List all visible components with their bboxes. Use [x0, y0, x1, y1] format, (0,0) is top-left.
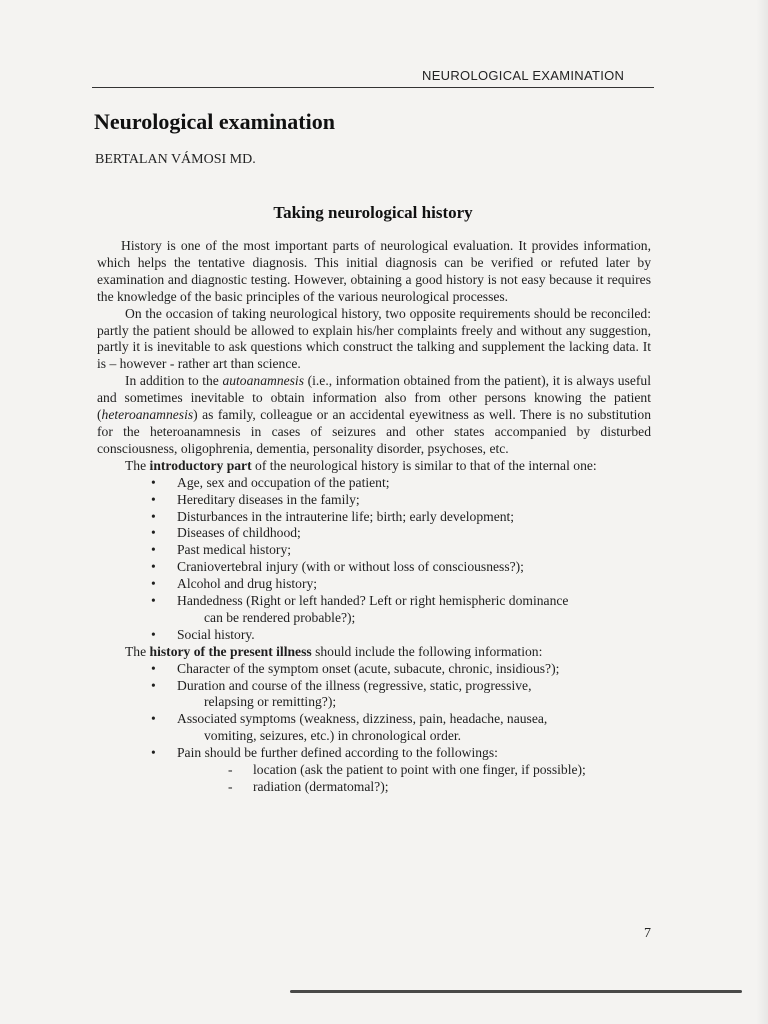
list-item — [151, 542, 651, 559]
list-item-text: Alcohol and drug history; — [177, 576, 318, 592]
list-item-text: Character of the symptom onset (acute, subacute, chronic, insidious?); — [177, 660, 560, 676]
text-run: In addition to the — [125, 373, 223, 389]
bullet-mark: • — [151, 745, 156, 761]
paragraph-autoanamnesis — [97, 373, 651, 458]
list-item-text: Handedness (Right or left handed? Left or right hemispheric dominance — [177, 593, 569, 609]
bullet-mark: • — [151, 576, 156, 592]
text-run: of the neurological history is similar to that of the internal one: — [251, 457, 597, 473]
list-item-text: Craniovertebral injury (with or without loss of consciousness?); — [177, 559, 524, 575]
bullet-mark: • — [151, 525, 156, 541]
list-item — [151, 475, 651, 492]
bullet-mark: • — [151, 474, 156, 490]
text-run: The — [125, 457, 150, 473]
author-name: BERTALAN VÁMOSI MD. — [95, 152, 256, 167]
running-header: NEUROLOGICAL EXAMINATION — [422, 68, 625, 83]
list-item-text: Social history. — [177, 626, 255, 642]
present-illness-list — [97, 661, 651, 762]
list-item-associated-symptoms — [151, 711, 651, 745]
list-item-onset — [151, 661, 651, 678]
bullet-mark: • — [151, 491, 156, 507]
list-item-pain — [151, 745, 651, 762]
list-item — [151, 492, 651, 509]
list-item-text: Past medical history; — [177, 542, 292, 558]
list-item-handedness — [151, 593, 651, 627]
text-run: (i.e., information obtained from the patient), it is always useful and sometimes inevitable to obtain information also from other persons knowing the patient ( — [97, 373, 651, 423]
list-item-location — [228, 762, 651, 779]
list-item-continuation: can be rendered probable?); — [204, 609, 356, 625]
list-item-text: Age, sex and occupation of the patient; — [177, 474, 390, 490]
introductory-list — [97, 475, 651, 644]
list-item — [151, 576, 651, 593]
dash-mark: - — [228, 762, 233, 778]
list-item — [151, 559, 651, 576]
bullet-mark: • — [151, 593, 156, 609]
bullet-mark: • — [151, 711, 156, 727]
bottom-rule — [290, 990, 742, 993]
term-present-illness: history of the present illness — [149, 643, 312, 659]
list-item-duration — [151, 678, 651, 712]
list-item-continuation: vomiting, seizures, etc.) in chronological order. — [204, 728, 462, 744]
list-item-text: radiation (dermatomal?); — [253, 779, 389, 794]
text-run: The — [125, 643, 150, 659]
page-number: 7 — [644, 926, 651, 941]
term-heteroanamnesis: heteroanamnesis — [101, 407, 194, 423]
header-rule — [92, 87, 654, 88]
pain-details-list — [97, 762, 651, 796]
paragraph-present-illness — [97, 644, 651, 661]
term-introductory-part: introductory part — [149, 457, 252, 473]
paragraph-introductory-part — [97, 458, 651, 475]
list-item-text: Duration and course of the illness (regressive, static, progressive, — [177, 677, 532, 693]
list-item-continuation: relapsing or remitting?); — [204, 694, 337, 710]
text-run: ) as family, colleague or an accidental eyewitness as well. There is no substitution for the heteroanamnesis in cases of seizures and other states accompanied by disturbed consciousness, oligophrenia, dementia, personality disorder, psychoses, etc. — [97, 407, 651, 456]
dash-mark: - — [228, 779, 233, 794]
list-item-social-history — [151, 627, 651, 644]
list-item-text: Pain should be further defined according to the followings: — [177, 745, 498, 761]
text-run: should include the following information: — [311, 643, 543, 659]
bullet-mark: • — [151, 559, 156, 575]
list-item-text: Associated symptoms (weakness, dizziness, pain, headache, nausea, — [177, 711, 548, 727]
term-autoanamnesis: autoanamnesis — [222, 373, 304, 389]
list-item-text: Hereditary diseases in the family; — [177, 491, 360, 507]
list-item — [151, 509, 651, 526]
list-item — [151, 525, 651, 542]
section-title: Taking neurological history — [273, 203, 473, 222]
list-item-text: location (ask the patient to point with one finger, if possible); — [253, 762, 586, 778]
bullet-mark: • — [151, 542, 156, 558]
bullet-mark: • — [151, 660, 156, 676]
body-text — [97, 238, 651, 796]
list-item-text: Disturbances in the intrauterine life; birth; early development; — [177, 508, 515, 524]
article-title: Neurological examination — [94, 109, 335, 134]
page-edge-shadow — [756, 0, 768, 1024]
bullet-mark: • — [151, 677, 156, 693]
bullet-mark: • — [151, 508, 156, 524]
list-item-radiation — [228, 779, 651, 796]
paragraph-reconciling-requirements: On the occasion of taking neurological history, two opposite requirements should be reconciled: partly the patient should be allowed to explain his/her complaints freely and without any suggestion, partly it is inevitable to ask questions which construct the talking and supplement the lacking data. It is – however - rather art than science. — [97, 305, 651, 372]
paragraph-history-importance: History is one of the most important parts of neurological evaluation. It provides information, which helps the tentative diagnosis. This initial diagnosis can be verified or refuted later by examination and diagnostic testing. However, obtaining a good history is not easy because it requires the knowledge of the basic principles of the various neurological processes. — [97, 238, 651, 304]
list-item-text: Diseases of childhood; — [177, 525, 301, 541]
bullet-mark: • — [151, 626, 156, 642]
